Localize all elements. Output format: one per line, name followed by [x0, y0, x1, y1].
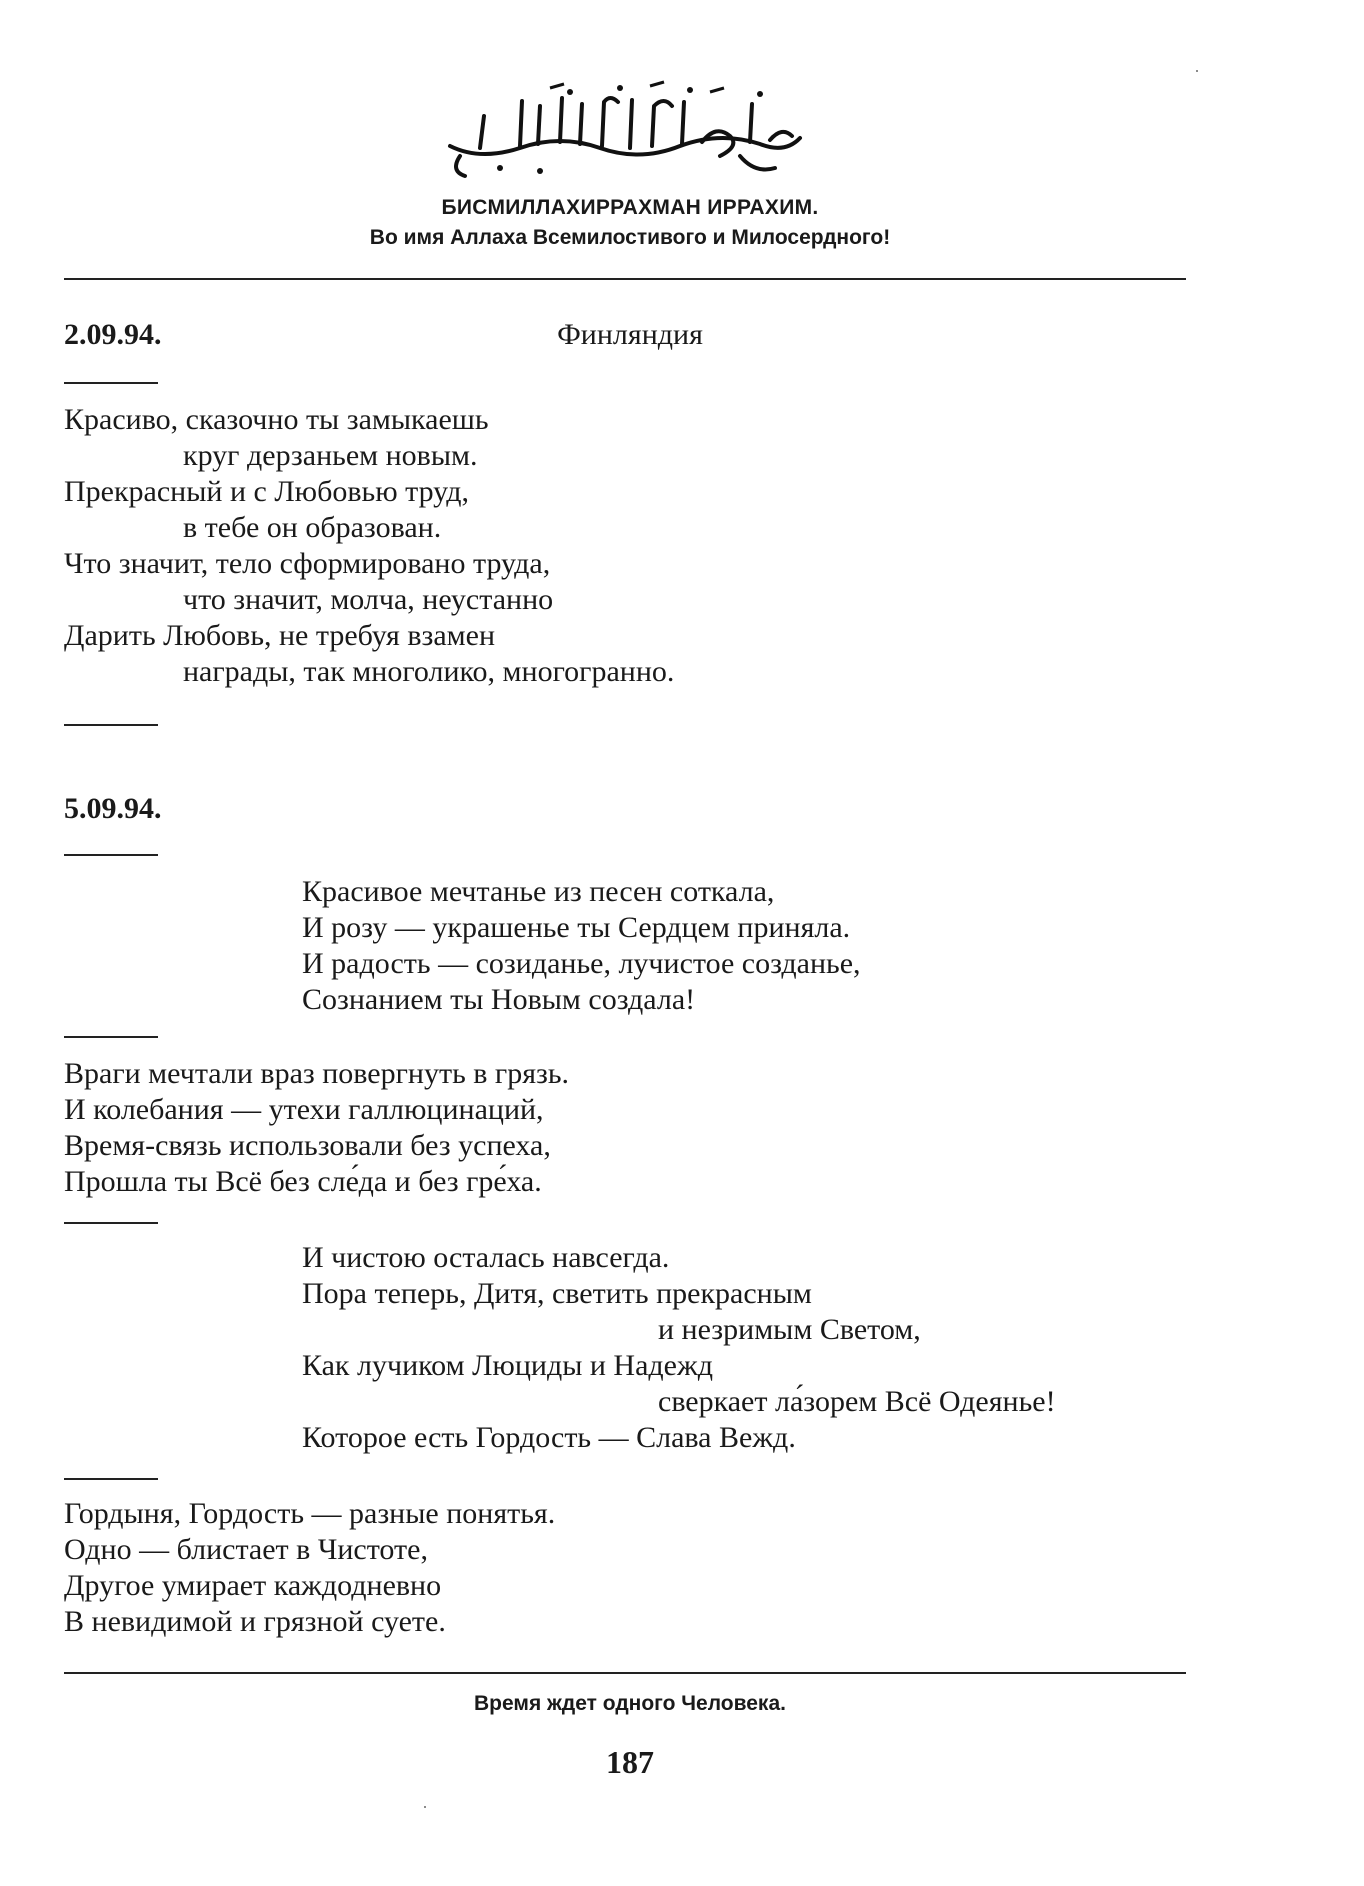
poem-line: сверкает ла́зорем Всё Одеянье!	[658, 1385, 1056, 1418]
footer-rule	[64, 1672, 1186, 1674]
poem-line: в тебе он образован.	[183, 511, 442, 544]
scan-speck	[424, 1806, 426, 1808]
poem-line: Враги мечтали враз повергнуть в грязь.	[64, 1057, 570, 1090]
section-rule	[64, 1036, 158, 1038]
poem-line: Которое есть Гордость — Слава Вежд.	[302, 1421, 796, 1454]
entry-date: 2.09.94.	[64, 318, 162, 351]
header-subtitle: Во имя Аллаха Всемилостивого и Милосердного!	[369, 226, 891, 249]
poem-line: и незримым Светом,	[658, 1313, 921, 1346]
poem-line: Одно — блистает в Чистоте,	[64, 1533, 428, 1566]
header-rule	[64, 278, 1186, 280]
poem-line: Как лучиком Люциды и Надежд	[302, 1349, 713, 1382]
entry-date: 5.09.94.	[64, 792, 162, 825]
poem-line: Дарить Любовь, не требуя взамен	[64, 619, 496, 652]
page-number: 187	[606, 1744, 654, 1780]
section-rule	[64, 1222, 158, 1224]
poem-line: Прошла ты Всё без сле́да и без гре́ха.	[64, 1165, 542, 1198]
poem-line: Пора теперь, Дитя, светить прекрасным	[302, 1277, 812, 1310]
poem-line: И радость — созиданье, лучистое созданье,	[302, 947, 861, 980]
poem-line: круг дерзаньем новым.	[183, 439, 478, 472]
poem-line: Прекрасный и с Любовью труд,	[64, 475, 470, 508]
section-rule	[64, 724, 158, 726]
section-rule	[64, 382, 158, 384]
section-rule	[64, 854, 158, 856]
basmala-calligraphy	[420, 76, 820, 186]
poem-line: что значит, молча, неустанно	[183, 583, 554, 616]
poem-line: Другое умирает каждодневно	[64, 1569, 442, 1602]
poem-line: В невидимой и грязной суете.	[64, 1605, 446, 1638]
poem-line: Гордыня, Гордость — разные понятья.	[64, 1497, 556, 1530]
header-title: БИСМИЛЛАХИРРАХМАН ИРРАХИМ.	[441, 196, 819, 219]
poem-line: И колебания — утехи галлюцинаций,	[64, 1093, 544, 1126]
poem-line: награды, так многолико, многогранно.	[183, 655, 675, 688]
poem-line: Что значит, тело сформировано труда,	[64, 547, 551, 580]
section-rule	[64, 1478, 158, 1480]
footer-motto: Время ждет одного Человека.	[474, 1692, 786, 1715]
scan-speck	[1196, 70, 1198, 72]
poem-line: Сознанием ты Новым создала!	[302, 983, 696, 1016]
entry-title: Финляндия	[557, 318, 703, 351]
poem-line: Время-связь использовали без успеха,	[64, 1129, 551, 1162]
poem-line: И розу — украшенье ты Сердцем приняла.	[302, 911, 851, 944]
poem-line: И чистою осталась навсегда.	[302, 1241, 670, 1274]
poem-line: Красивое мечтанье из песен соткала,	[302, 875, 775, 908]
poem-line: Красиво, сказочно ты замыкаешь	[64, 403, 489, 436]
